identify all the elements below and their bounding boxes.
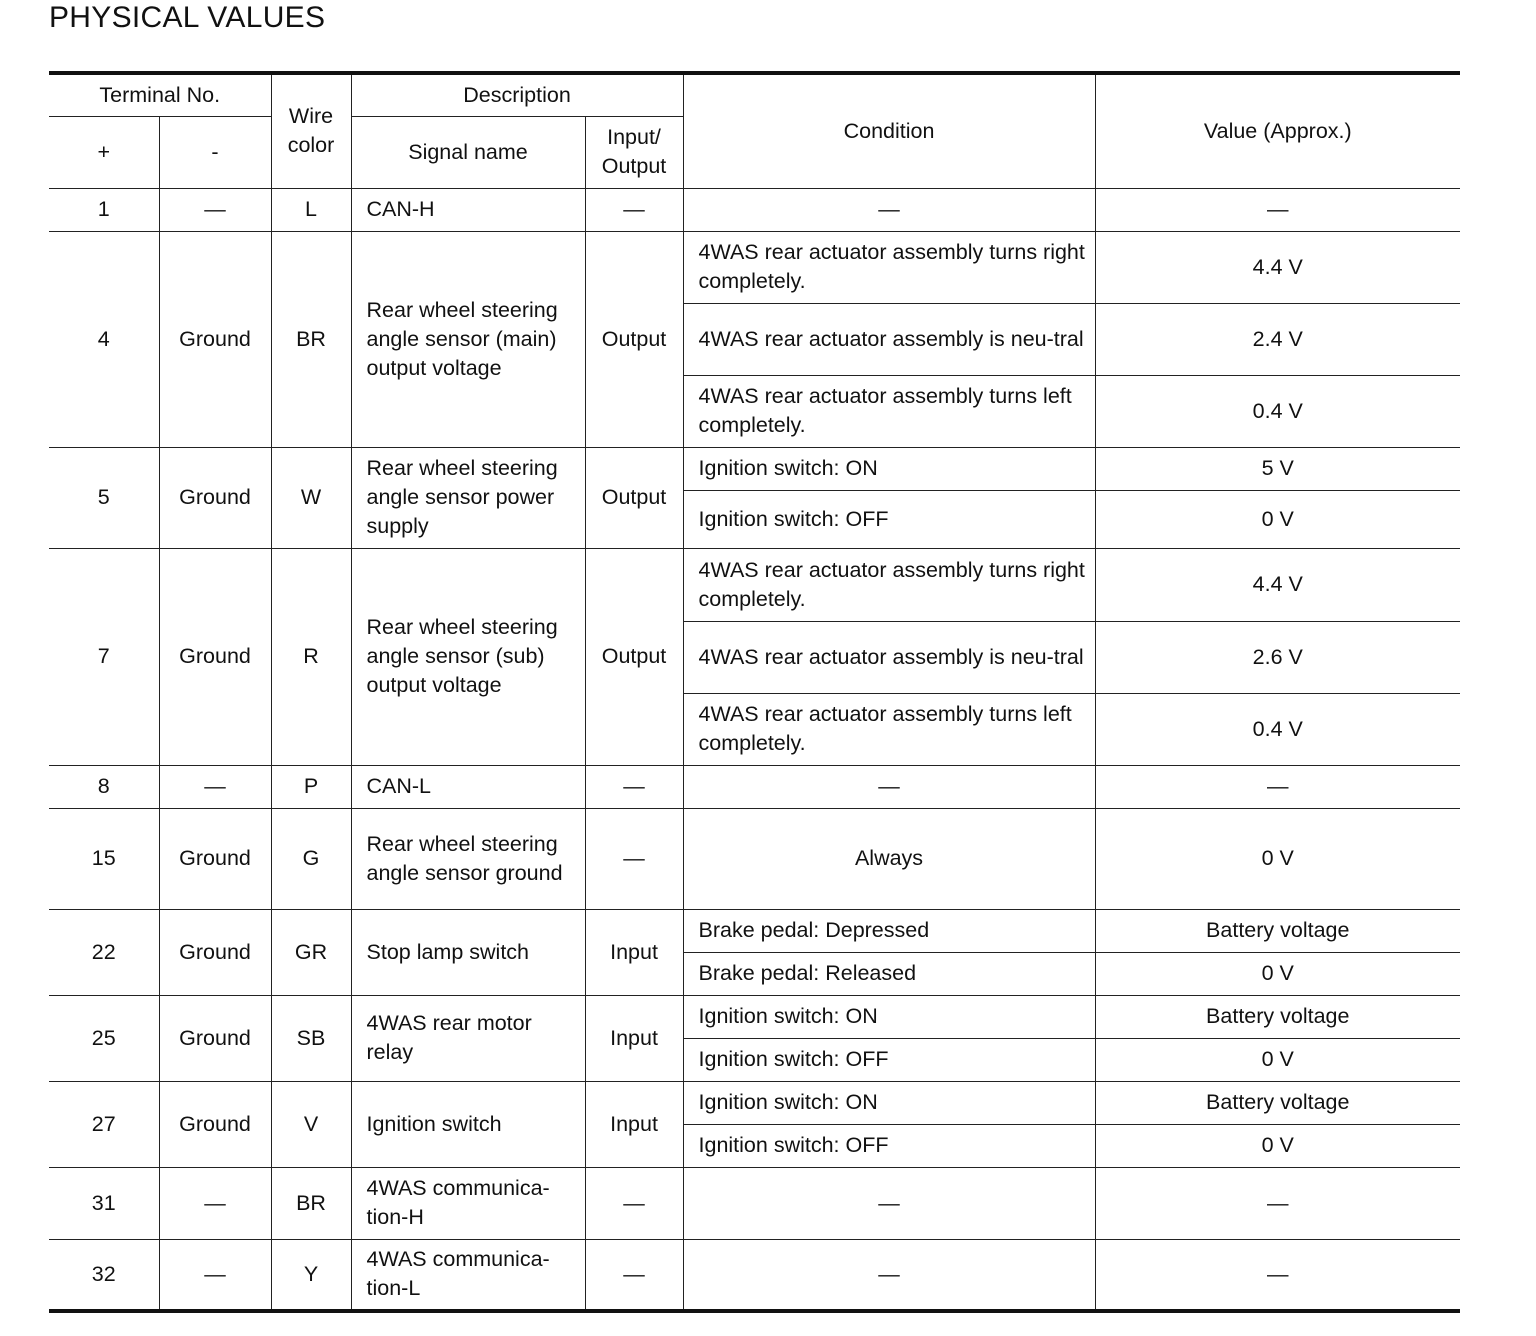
value: — xyxy=(1095,765,1460,808)
condition: Ignition switch: ON xyxy=(683,995,1095,1038)
value: 0 V xyxy=(1095,808,1460,909)
value: 0.4 V xyxy=(1095,693,1460,765)
terminal-plus: 5 xyxy=(49,447,159,548)
header-input-output xyxy=(585,116,683,188)
table-row xyxy=(49,231,1460,303)
terminal-plus: 4 xyxy=(49,231,159,447)
condition: — xyxy=(683,188,1095,231)
value: 4.4 V xyxy=(1095,231,1460,303)
condition: Ignition switch: ON xyxy=(683,1081,1095,1124)
condition: — xyxy=(683,765,1095,808)
condition: Ignition switch: OFF xyxy=(683,490,1095,548)
signal-name: Stop lamp switch xyxy=(351,909,585,995)
value: — xyxy=(1095,1239,1460,1311)
header-wire-color-line1: Wire xyxy=(288,104,334,129)
signal-name: Rear wheel steering angle sensor (main) output voltage xyxy=(351,231,585,447)
terminal-minus: — xyxy=(159,188,271,231)
input-output: Input xyxy=(585,1081,683,1167)
table-row xyxy=(49,1239,1460,1311)
header-signal-name: Signal name xyxy=(351,116,585,188)
terminal-minus: Ground xyxy=(159,231,271,447)
terminal-minus: Ground xyxy=(159,909,271,995)
table-header xyxy=(49,73,1460,188)
wire-color: BR xyxy=(271,231,351,447)
terminal-plus: 22 xyxy=(49,909,159,995)
condition: Brake pedal: Released xyxy=(683,952,1095,995)
value: 0.4 V xyxy=(1095,375,1460,447)
table-row xyxy=(49,995,1460,1038)
wire-color: G xyxy=(271,808,351,909)
wire-color: GR xyxy=(271,909,351,995)
value: — xyxy=(1095,1167,1460,1239)
header-terminal-no: Terminal No. xyxy=(49,73,271,116)
table-body xyxy=(49,188,1460,1311)
header-description: Description xyxy=(351,73,683,116)
signal-name: 4WAS communica-tion-L xyxy=(351,1239,585,1311)
header-plus: + xyxy=(49,116,159,188)
table-row xyxy=(49,447,1460,490)
condition: 4WAS rear actuator assembly turns left completely. xyxy=(683,693,1095,765)
table-row xyxy=(49,909,1460,952)
condition: 4WAS rear actuator assembly is neu-tral xyxy=(683,621,1095,693)
table-row xyxy=(49,548,1460,621)
condition: — xyxy=(683,1239,1095,1311)
table-row xyxy=(49,808,1460,909)
terminal-minus: Ground xyxy=(159,995,271,1081)
wire-color: SB xyxy=(271,995,351,1081)
value: 5 V xyxy=(1095,447,1460,490)
terminal-minus: — xyxy=(159,1167,271,1239)
input-output: — xyxy=(585,188,683,231)
condition: 4WAS rear actuator assembly turns right completely. xyxy=(683,548,1095,621)
value: 4.4 V xyxy=(1095,548,1460,621)
input-output: Input xyxy=(585,909,683,995)
signal-name: Rear wheel steering angle sensor ground xyxy=(351,808,585,909)
condition: Ignition switch: OFF xyxy=(683,1038,1095,1081)
condition: 4WAS rear actuator assembly turns left completely. xyxy=(683,375,1095,447)
table-row xyxy=(49,188,1460,231)
header-condition: Condition xyxy=(683,73,1095,188)
signal-name: CAN-H xyxy=(351,188,585,231)
header-wire-color xyxy=(271,73,351,188)
condition: 4WAS rear actuator assembly is neu-tral xyxy=(683,303,1095,375)
terminal-plus: 8 xyxy=(49,765,159,808)
page-title: PHYSICAL VALUES xyxy=(49,1,326,34)
header-wire-color-line2: color xyxy=(287,133,335,158)
value: Battery voltage xyxy=(1095,909,1460,952)
wire-color: BR xyxy=(271,1167,351,1239)
value: 2.6 V xyxy=(1095,621,1460,693)
condition: Ignition switch: OFF xyxy=(683,1124,1095,1167)
value: 0 V xyxy=(1095,1124,1460,1167)
terminal-minus: — xyxy=(159,765,271,808)
table-row xyxy=(49,1081,1460,1124)
terminal-plus: 31 xyxy=(49,1167,159,1239)
signal-name: 4WAS rear motor relay xyxy=(351,995,585,1081)
condition: — xyxy=(683,1167,1095,1239)
input-output: Output xyxy=(585,447,683,548)
wire-color: W xyxy=(271,447,351,548)
terminal-plus: 15 xyxy=(49,808,159,909)
condition: 4WAS rear actuator assembly turns right completely. xyxy=(683,231,1095,303)
input-output: Output xyxy=(585,231,683,447)
terminal-minus: — xyxy=(159,1239,271,1311)
input-output: — xyxy=(585,808,683,909)
wire-color: P xyxy=(271,765,351,808)
input-output: — xyxy=(585,1239,683,1311)
value: — xyxy=(1095,188,1460,231)
signal-name: Rear wheel steering angle sensor power supply xyxy=(351,447,585,548)
condition: Always xyxy=(683,808,1095,909)
value: 2.4 V xyxy=(1095,303,1460,375)
input-output: — xyxy=(585,1167,683,1239)
terminal-minus: Ground xyxy=(159,808,271,909)
value: Battery voltage xyxy=(1095,1081,1460,1124)
header-value: Value (Approx.) xyxy=(1095,73,1460,188)
value: Battery voltage xyxy=(1095,995,1460,1038)
value: 0 V xyxy=(1095,952,1460,995)
table-row xyxy=(49,765,1460,808)
terminal-minus: Ground xyxy=(159,548,271,765)
condition: Ignition switch: ON xyxy=(683,447,1095,490)
signal-name: 4WAS communica-tion-H xyxy=(351,1167,585,1239)
header-io-line1: Input/ xyxy=(607,125,661,149)
wire-color: V xyxy=(271,1081,351,1167)
terminal-plus: 32 xyxy=(49,1239,159,1311)
terminal-minus: Ground xyxy=(159,447,271,548)
terminal-plus: 7 xyxy=(49,548,159,765)
wire-color: R xyxy=(271,548,351,765)
terminal-minus: Ground xyxy=(159,1081,271,1167)
wire-color: Y xyxy=(271,1239,351,1311)
value: 0 V xyxy=(1095,490,1460,548)
condition: Brake pedal: Depressed xyxy=(683,909,1095,952)
input-output: Output xyxy=(585,548,683,765)
terminal-plus: 27 xyxy=(49,1081,159,1167)
table-row xyxy=(49,1167,1460,1239)
header-io-line2: Output xyxy=(601,154,667,178)
header-minus: - xyxy=(159,116,271,188)
signal-name: Rear wheel steering angle sensor (sub) output voltage xyxy=(351,548,585,765)
wire-color: L xyxy=(271,188,351,231)
signal-name: CAN-L xyxy=(351,765,585,808)
value: 0 V xyxy=(1095,1038,1460,1081)
terminal-plus: 1 xyxy=(49,188,159,231)
signal-name: Ignition switch xyxy=(351,1081,585,1167)
physical-values-table xyxy=(49,71,1460,1313)
terminal-plus: 25 xyxy=(49,995,159,1081)
input-output: — xyxy=(585,765,683,808)
input-output: Input xyxy=(585,995,683,1081)
